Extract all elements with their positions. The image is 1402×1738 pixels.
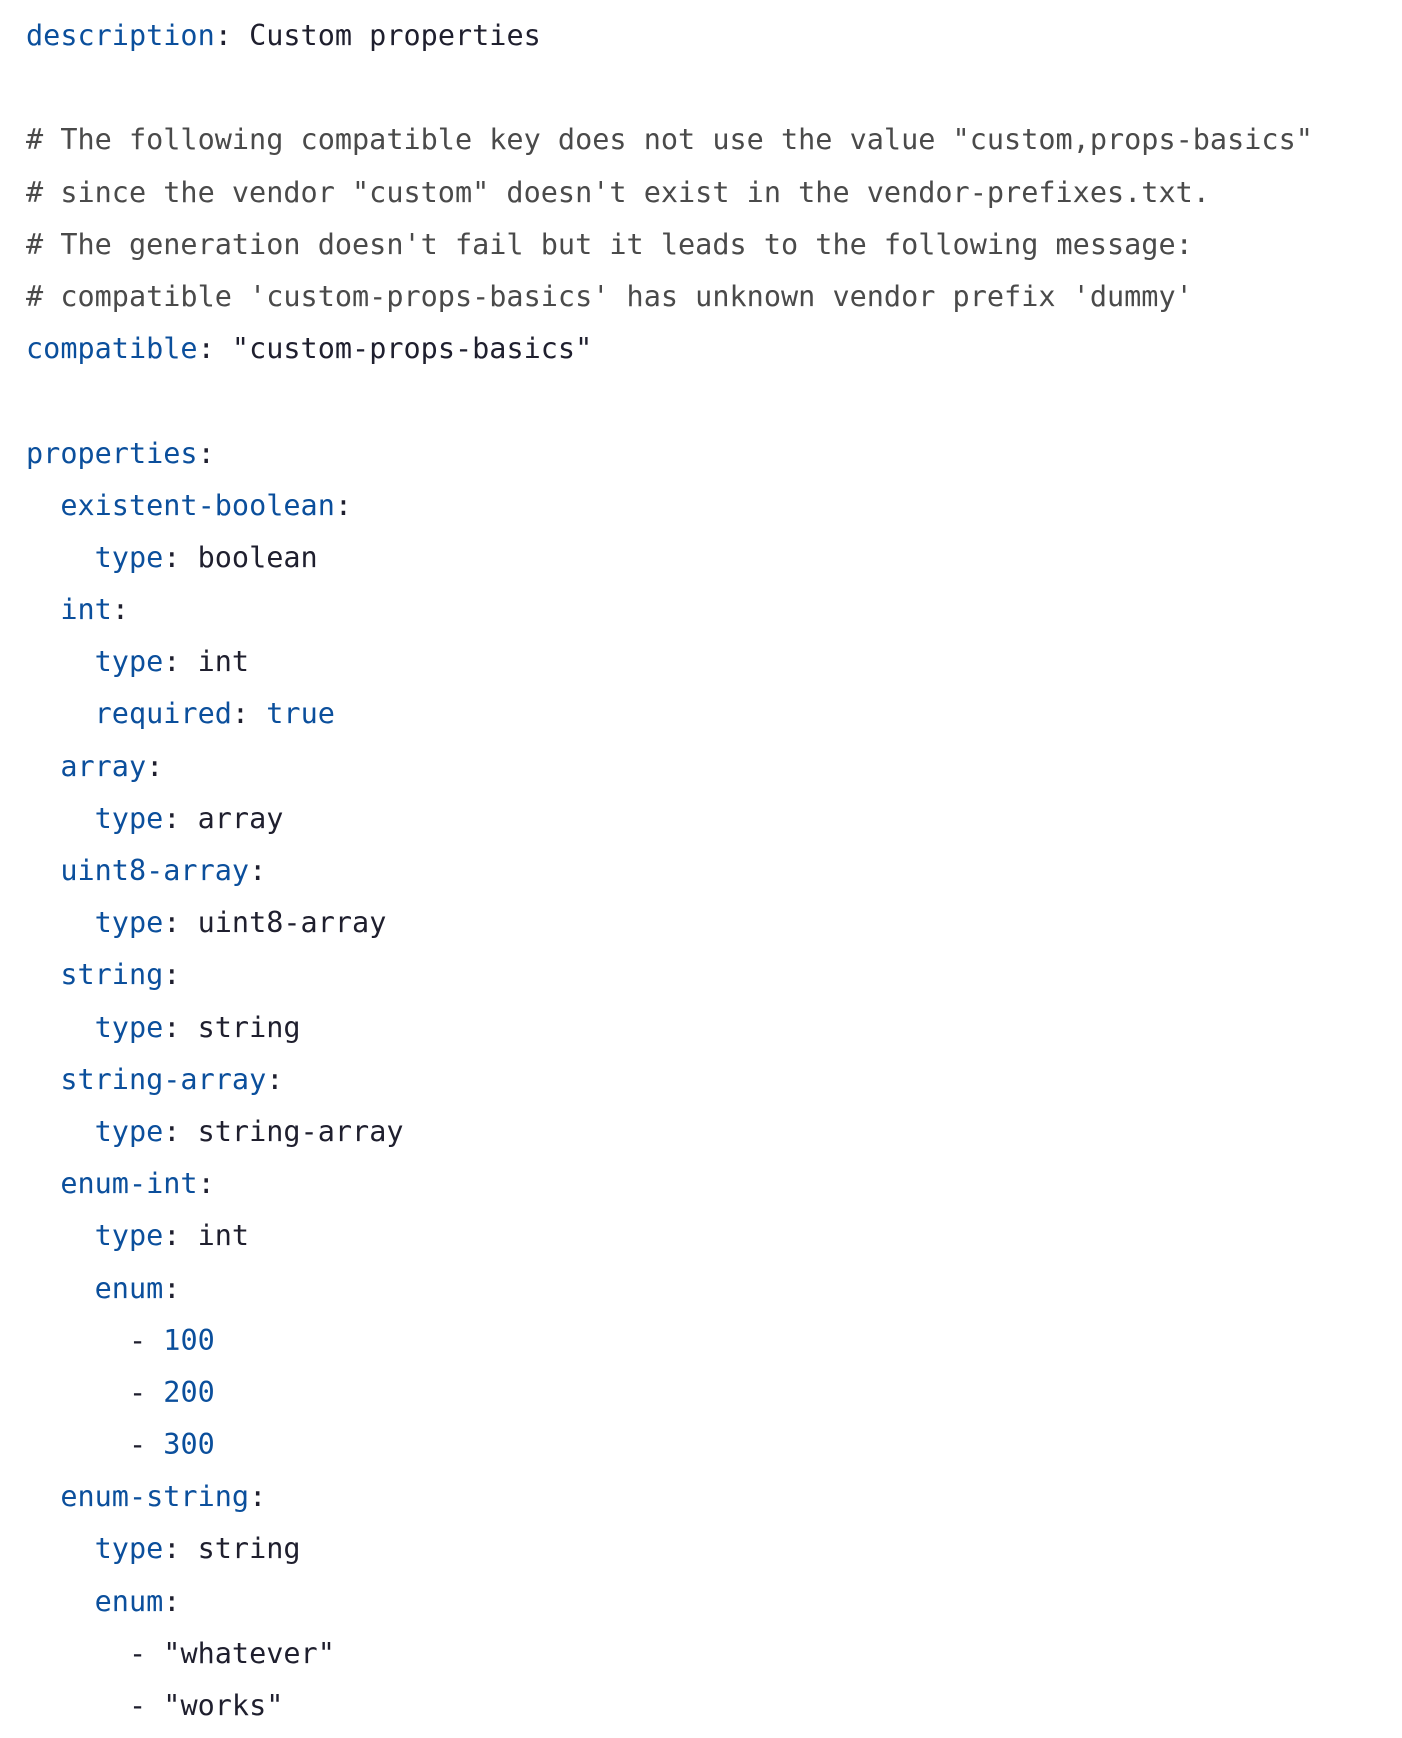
indent	[26, 1480, 60, 1513]
indent	[26, 1272, 95, 1305]
blank-line	[26, 375, 1402, 427]
colon: :	[163, 801, 198, 835]
indent	[26, 1637, 129, 1670]
code-line	[26, 219, 1402, 271]
yaml-value: Custom properties	[249, 19, 541, 52]
yaml-key: type	[94, 540, 164, 574]
indent	[26, 1689, 129, 1722]
indent	[26, 906, 95, 939]
code-line	[26, 793, 1402, 845]
yaml-value: string	[197, 1010, 301, 1044]
indent	[26, 802, 95, 835]
list-item-value: "whatever"	[163, 1636, 335, 1670]
code-line	[26, 323, 1402, 375]
yaml-value: boolean	[197, 540, 318, 574]
yaml-value: array	[197, 801, 284, 835]
yaml-key: enum	[94, 1584, 164, 1618]
indent	[26, 1585, 95, 1618]
colon: :	[197, 332, 232, 366]
code-line	[26, 688, 1402, 740]
code-line	[26, 167, 1402, 219]
yaml-key: array	[60, 749, 147, 783]
comment-text: # compatible 'custom-props-basics' has unknown vendor prefix 'dummy'	[26, 279, 1193, 313]
blank-line	[26, 62, 1402, 114]
yaml-key: type	[94, 645, 164, 679]
indent	[26, 1428, 129, 1461]
yaml-value: int	[197, 1219, 250, 1253]
colon: :	[163, 1114, 198, 1148]
indent	[26, 697, 95, 730]
indent	[26, 750, 60, 783]
indent	[26, 1167, 60, 1200]
code-line	[26, 741, 1402, 793]
list-dash: -	[128, 1636, 164, 1670]
comment-text: # The generation doesn't fail but it leads to the following message:	[26, 227, 1193, 261]
list-dash: -	[128, 1689, 164, 1722]
code-line	[26, 114, 1402, 166]
list-item-value: "works"	[163, 1689, 284, 1722]
code-line	[26, 1106, 1402, 1158]
colon: :	[163, 1271, 181, 1305]
yaml-key: string	[60, 958, 164, 992]
code-line	[26, 636, 1402, 688]
yaml-key: type	[94, 1532, 164, 1566]
colon: :	[163, 1219, 198, 1253]
comment-text: # The following compatible key does not use the value "custom,props-basics"	[26, 123, 1313, 157]
yaml-key: enum	[94, 1271, 164, 1305]
yaml-key: description	[26, 19, 215, 52]
colon: :	[197, 436, 215, 470]
colon: :	[111, 593, 129, 627]
indent	[26, 593, 60, 626]
indent	[26, 541, 95, 574]
list-item-value: 300	[163, 1428, 215, 1462]
colon: :	[334, 488, 353, 522]
list-dash: -	[128, 1375, 164, 1409]
yaml-key: enum-int	[60, 1167, 198, 1201]
yaml-value: string-array	[197, 1114, 404, 1148]
code-line	[26, 949, 1402, 1001]
colon: :	[249, 1480, 267, 1514]
colon: :	[163, 906, 198, 940]
colon: :	[231, 697, 267, 731]
code-line	[26, 1002, 1402, 1054]
colon: :	[266, 1062, 284, 1096]
code-line	[26, 428, 1402, 480]
colon: :	[163, 1010, 198, 1044]
yaml-key: existent-boolean	[60, 488, 335, 522]
indent	[26, 1219, 95, 1252]
yaml-value: true	[266, 697, 335, 731]
code-line	[26, 1210, 1402, 1262]
colon: :	[163, 1532, 198, 1566]
yaml-key: type	[94, 801, 164, 835]
indent	[26, 645, 95, 678]
code-line	[26, 1419, 1402, 1471]
yaml-key: properties	[26, 436, 198, 470]
code-line	[26, 1628, 1402, 1680]
code-line	[26, 1680, 1402, 1732]
indent	[26, 489, 60, 522]
colon: :	[163, 1584, 181, 1618]
yaml-key: compatible	[26, 332, 198, 366]
list-item-value: 200	[163, 1375, 215, 1409]
indent	[26, 1376, 129, 1409]
yaml-key: int	[60, 593, 112, 627]
colon: :	[163, 958, 181, 992]
code-line	[26, 532, 1402, 584]
yaml-key: type	[94, 906, 164, 940]
code-line	[26, 1367, 1402, 1419]
colon: :	[163, 540, 198, 574]
code-line	[26, 1523, 1402, 1575]
yaml-value: uint8-array	[197, 906, 387, 940]
yaml-value: string	[197, 1532, 301, 1566]
code-line	[26, 271, 1402, 323]
comment-text: # since the vendor "custom" doesn't exist in the vendor-prefixes.txt.	[26, 175, 1210, 209]
colon: :	[214, 19, 250, 52]
code-line	[26, 584, 1402, 636]
indent	[26, 854, 60, 887]
indent	[26, 1324, 129, 1357]
yaml-key: string-array	[60, 1062, 267, 1096]
yaml-key: required	[94, 697, 232, 731]
list-dash: -	[128, 1428, 164, 1462]
code-line	[26, 1315, 1402, 1367]
code-line	[26, 845, 1402, 897]
yaml-value: "custom-props-basics"	[231, 332, 593, 366]
colon: :	[197, 1167, 215, 1201]
code-line	[26, 1263, 1402, 1315]
code-line	[26, 1576, 1402, 1628]
code-line	[26, 1054, 1402, 1106]
colon: :	[146, 749, 164, 783]
indent	[26, 958, 60, 991]
yaml-key: type	[94, 1010, 164, 1044]
indent	[26, 1532, 95, 1565]
yaml-key: type	[94, 1219, 164, 1253]
code-line	[26, 480, 1402, 532]
list-dash: -	[128, 1323, 164, 1357]
list-item-value: 100	[163, 1323, 215, 1357]
colon: :	[163, 645, 198, 679]
indent	[26, 1063, 60, 1096]
indent	[26, 1011, 95, 1044]
indent	[26, 1115, 95, 1148]
yaml-key: type	[94, 1114, 164, 1148]
code-line	[26, 1471, 1402, 1523]
yaml-key: enum-string	[60, 1480, 250, 1514]
yaml-key: uint8-array	[60, 854, 250, 887]
code-line	[26, 10, 1402, 62]
code-line	[26, 1158, 1402, 1210]
yaml-value: int	[197, 645, 250, 679]
code-line	[26, 897, 1402, 949]
colon: :	[249, 854, 267, 887]
